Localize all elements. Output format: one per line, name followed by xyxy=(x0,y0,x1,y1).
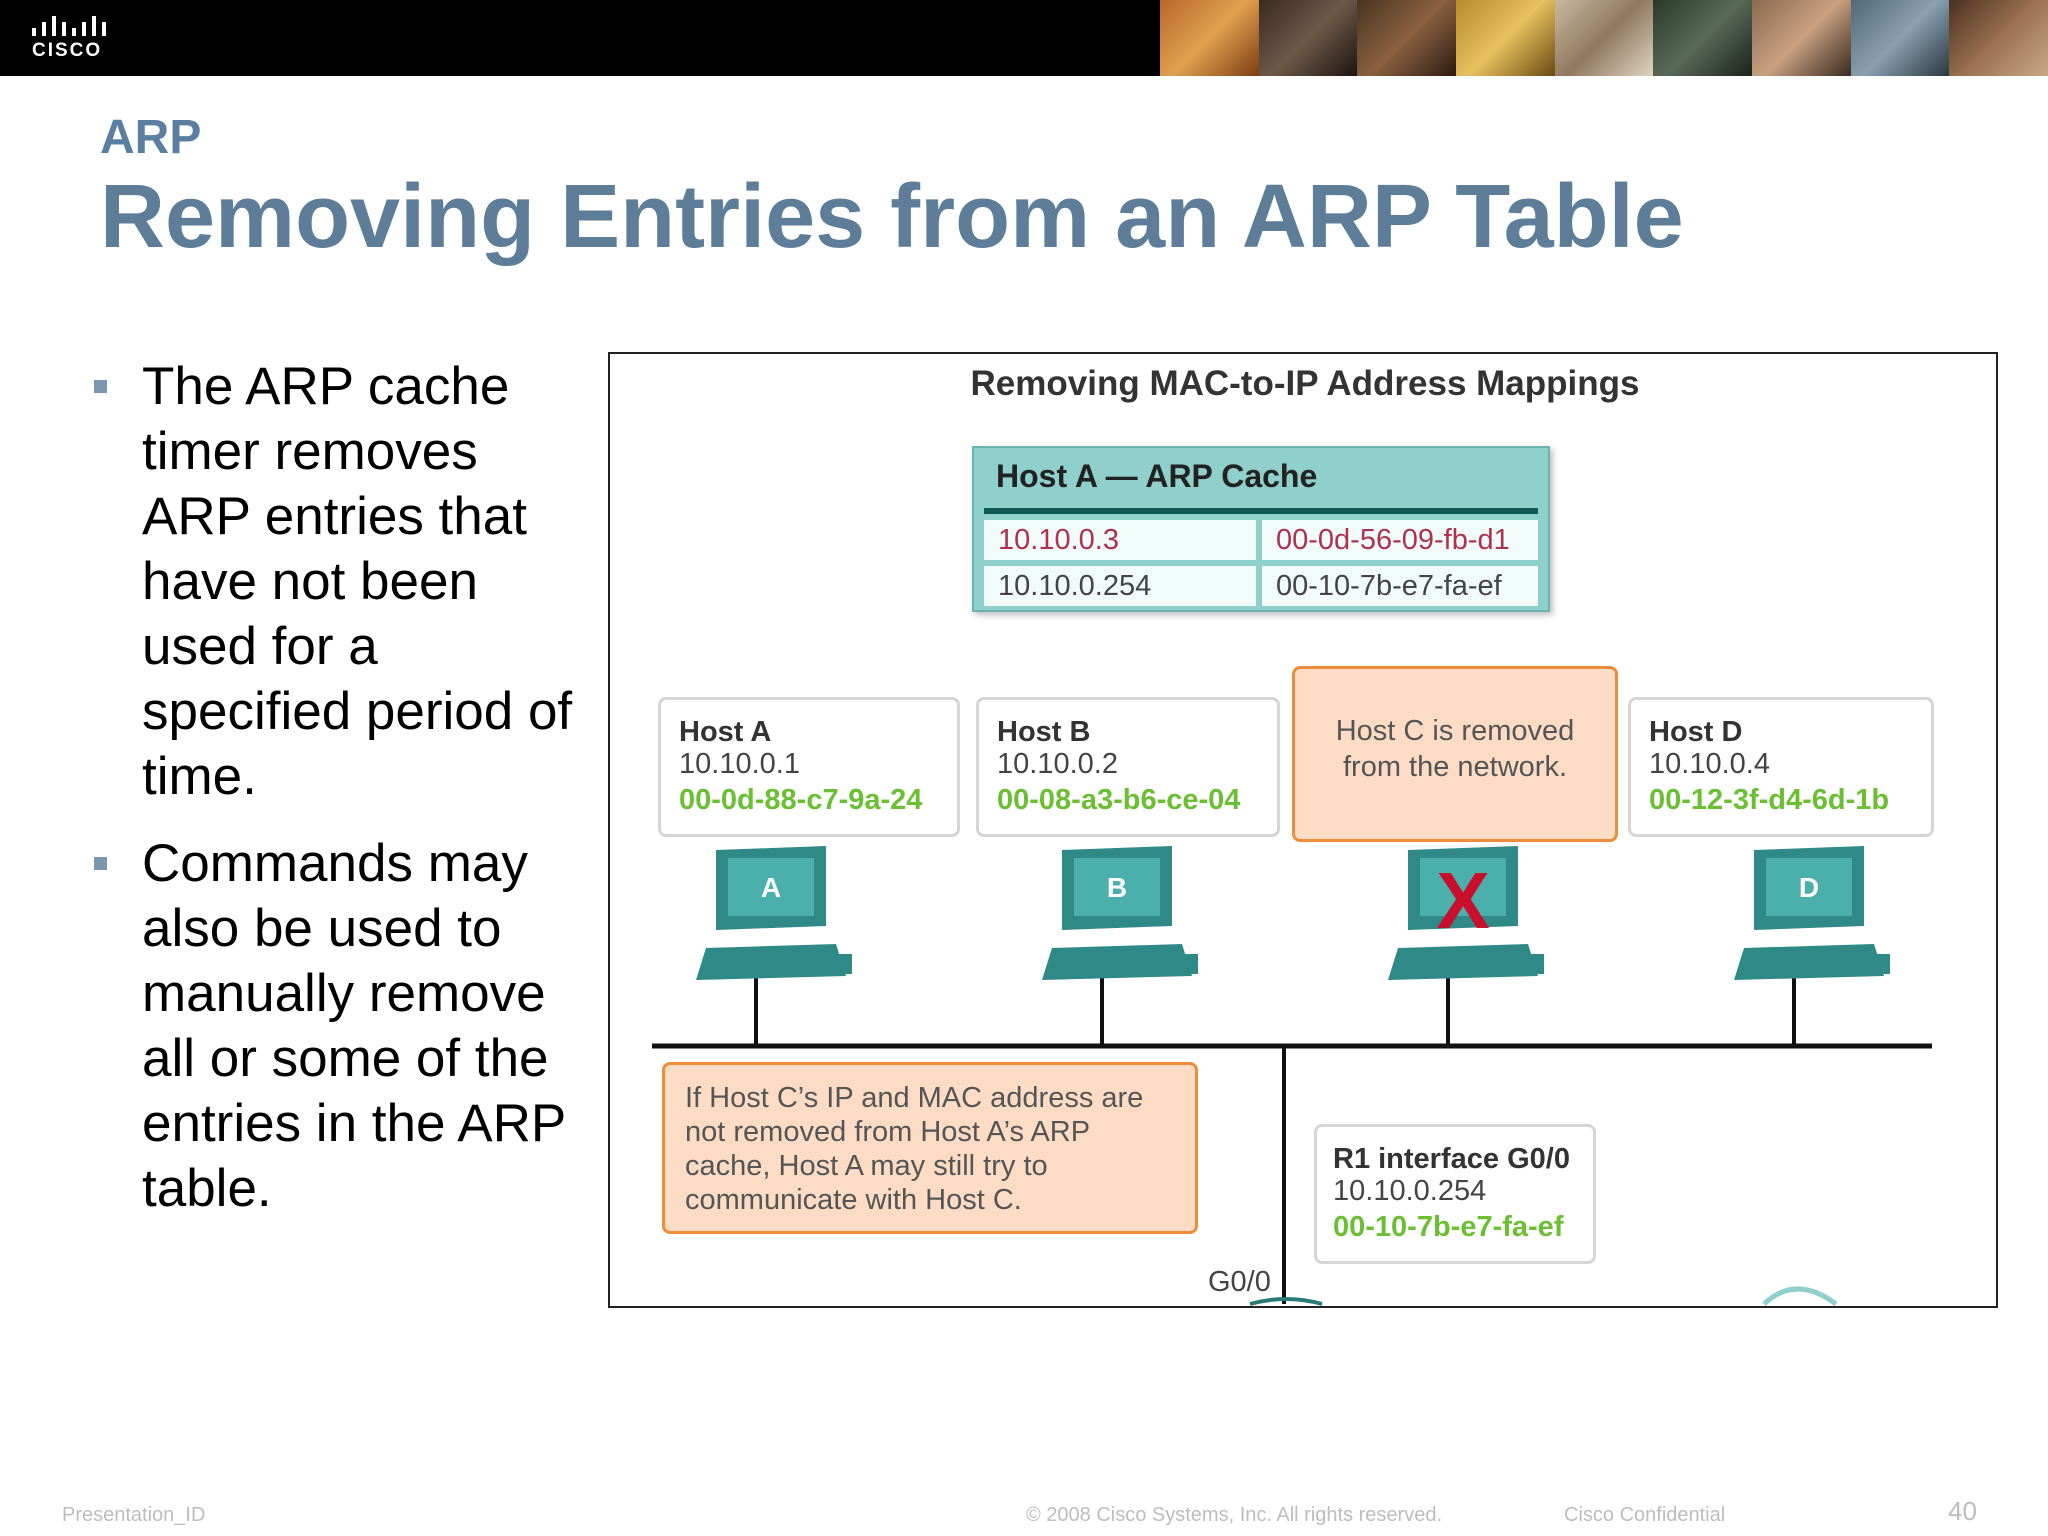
host-name: Host A xyxy=(679,716,772,748)
router-port-label: G0/0 xyxy=(1208,1266,1271,1298)
footer-confidential: Cisco Confidential xyxy=(1564,1504,1726,1526)
host-d-card xyxy=(1628,697,1934,837)
host-ip: 10.10.0.4 xyxy=(1649,748,1770,780)
cisco-bars-icon xyxy=(28,14,118,40)
note-line: cache, Host A may still try to xyxy=(685,1150,1048,1182)
header-photo xyxy=(1949,0,2048,76)
computer-letter: B xyxy=(1106,872,1128,903)
bullet-text: The ARP cache timer removes ARP entries that have not been used for a specified period of time. xyxy=(142,357,573,806)
arp-cache-title: Host A — ARP Cache xyxy=(996,458,1318,494)
header-photo xyxy=(1555,0,1654,76)
header-photo xyxy=(1653,0,1752,76)
header-photo-strip xyxy=(1160,0,2048,76)
header-photo xyxy=(1160,0,1259,76)
note-line: not removed from Host A’s ARP xyxy=(685,1116,1091,1148)
removed-line: from the network. xyxy=(1342,751,1568,783)
removed-line: Host C is removed xyxy=(1335,715,1575,747)
host-c-removed-callout xyxy=(1292,666,1618,842)
note-line: communicate with Host C. xyxy=(685,1184,1022,1216)
router-mac: 00-10-7b-e7-fa-ef xyxy=(1333,1211,1564,1243)
router-ip: 10.10.0.254 xyxy=(1333,1175,1487,1207)
computer-c-icon xyxy=(1388,846,1544,980)
host-name: Host B xyxy=(997,716,1091,748)
router-name: R1 interface G0/0 xyxy=(1333,1143,1570,1175)
host-mac: 00-12-3f-d4-6d-1b xyxy=(1649,784,1890,816)
arp-mac-cell: 00-10-7b-e7-fa-ef xyxy=(1262,566,1538,606)
host-name: Host D xyxy=(1649,716,1743,748)
bullet-item xyxy=(90,831,590,1221)
computer-b-icon xyxy=(1042,846,1198,980)
computer-d-icon xyxy=(1734,846,1890,980)
arp-cache-row xyxy=(984,566,1538,606)
host-a-card xyxy=(658,697,960,837)
bullet-text: Commands may also be used to manually remove all or some of the entries in the ARP table. xyxy=(142,834,566,1218)
header-photo xyxy=(1752,0,1851,76)
computer-a-icon xyxy=(696,846,852,980)
network-diagram xyxy=(608,352,1998,1308)
header-photo xyxy=(1851,0,1950,76)
computer-letter: D xyxy=(1798,872,1820,903)
host-mac: 00-0d-88-c7-9a-24 xyxy=(679,784,923,816)
bullet-list xyxy=(90,354,590,1243)
host-ip: 10.10.0.2 xyxy=(997,748,1118,780)
arp-mac-cell: 00-0d-56-09-fb-d1 xyxy=(1262,520,1538,560)
host-b-card xyxy=(976,697,1280,837)
host-mac: 00-08-a3-b6-ce-04 xyxy=(997,784,1241,816)
host-ip: 10.10.0.1 xyxy=(679,748,800,780)
computer-letter: A xyxy=(760,872,782,903)
cisco-logo-text: CISCO xyxy=(32,40,103,61)
footer-presentation-id: Presentation_ID xyxy=(62,1504,206,1526)
header-bar xyxy=(0,0,2048,76)
note-line: If Host C’s IP and MAC address are xyxy=(685,1082,1144,1114)
removed-x-icon: X xyxy=(1436,856,1490,945)
header-photo xyxy=(1259,0,1358,76)
bullet-square-icon xyxy=(94,857,107,870)
footer-copyright: © 2008 Cisco Systems, Inc. All rights reserved. xyxy=(1026,1504,1443,1526)
page-number: 40 xyxy=(1948,1496,1977,1526)
router-r1-card xyxy=(1314,1124,1596,1264)
arp-cache-table xyxy=(972,446,1550,612)
stale-entry-note xyxy=(662,1062,1198,1234)
bullet-item xyxy=(90,354,590,809)
header-photo xyxy=(1456,0,1555,76)
arp-cache-row xyxy=(984,520,1538,560)
diagram-title: Removing MAC-to-IP Address Mappings xyxy=(970,364,1640,403)
arp-cache-divider xyxy=(984,508,1538,514)
section-label: ARP xyxy=(100,111,202,164)
slide-title: Removing Entries from an ARP Table xyxy=(100,167,1684,267)
bullet-square-icon xyxy=(94,380,107,393)
arp-ip-cell: 10.10.0.254 xyxy=(984,566,1256,606)
cisco-logo xyxy=(28,14,118,62)
arp-ip-cell: 10.10.0.3 xyxy=(984,520,1256,560)
header-photo xyxy=(1357,0,1456,76)
cloud-icon-edge xyxy=(1764,1289,1836,1304)
